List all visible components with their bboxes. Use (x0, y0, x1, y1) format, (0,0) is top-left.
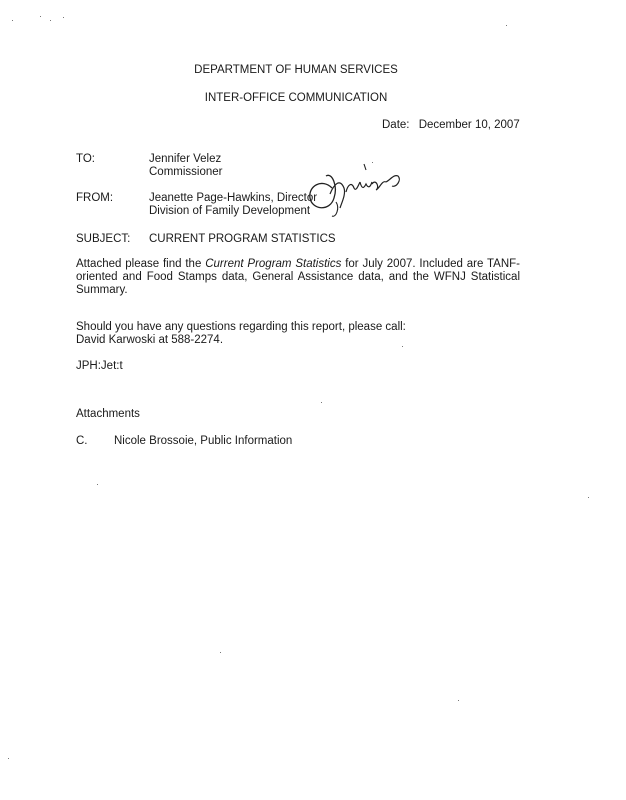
scan-speck (220, 652, 221, 653)
scan-speck (12, 20, 13, 21)
body-p1-italic: Current Program Statistics (205, 258, 342, 270)
body-paragraph-1 (76, 258, 520, 297)
scan-speck (50, 20, 51, 21)
scan-speck (372, 162, 373, 163)
from-label: FROM: (76, 192, 114, 204)
body-paragraph-2-line-2: David Karwoski at 588-2274. (76, 334, 224, 346)
from-division: Division of Family Development (149, 205, 311, 217)
attachments-label: Attachments (76, 408, 140, 420)
department-heading: DEPARTMENT OF HUMAN SERVICES (194, 64, 398, 76)
cc-recipient: Nicole Brossoie, Public Information (114, 435, 293, 447)
scan-speck (506, 25, 507, 26)
subject-value: CURRENT PROGRAM STATISTICS (149, 233, 336, 245)
date-label: Date: (382, 119, 410, 131)
communication-heading: INTER-OFFICE COMMUNICATION (204, 92, 388, 104)
date-value: December 10, 2007 (418, 119, 520, 131)
scan-speck (97, 484, 98, 485)
body-paragraph-2-line-1: Should you have any questions regarding this report, please call: (76, 321, 406, 333)
scan-speck (321, 402, 322, 403)
to-name: Jennifer Velez (149, 153, 222, 165)
cc-label: C. (76, 435, 88, 447)
to-label: TO: (76, 153, 95, 165)
scan-speck (402, 346, 403, 347)
scan-speck (40, 16, 41, 17)
body-p1-suffix: for July 2007. Included are TANF-oriented and Food Stamps data, General Assistance data, and the WFNJ Statistical Summary. (76, 258, 520, 296)
initials: JPH:Jet:t (76, 360, 123, 372)
scan-speck (458, 700, 459, 701)
scan-speck (588, 497, 589, 498)
from-name: Jeanette Page-Hawkins, Director (149, 192, 318, 204)
body-p1-prefix: Attached please find the (76, 258, 206, 270)
date-line (382, 119, 520, 131)
to-title: Commissioner (149, 166, 223, 178)
scan-speck (63, 17, 64, 18)
scan-speck (8, 758, 9, 759)
handwritten-signature (296, 158, 436, 222)
subject-label: SUBJECT: (76, 233, 131, 245)
